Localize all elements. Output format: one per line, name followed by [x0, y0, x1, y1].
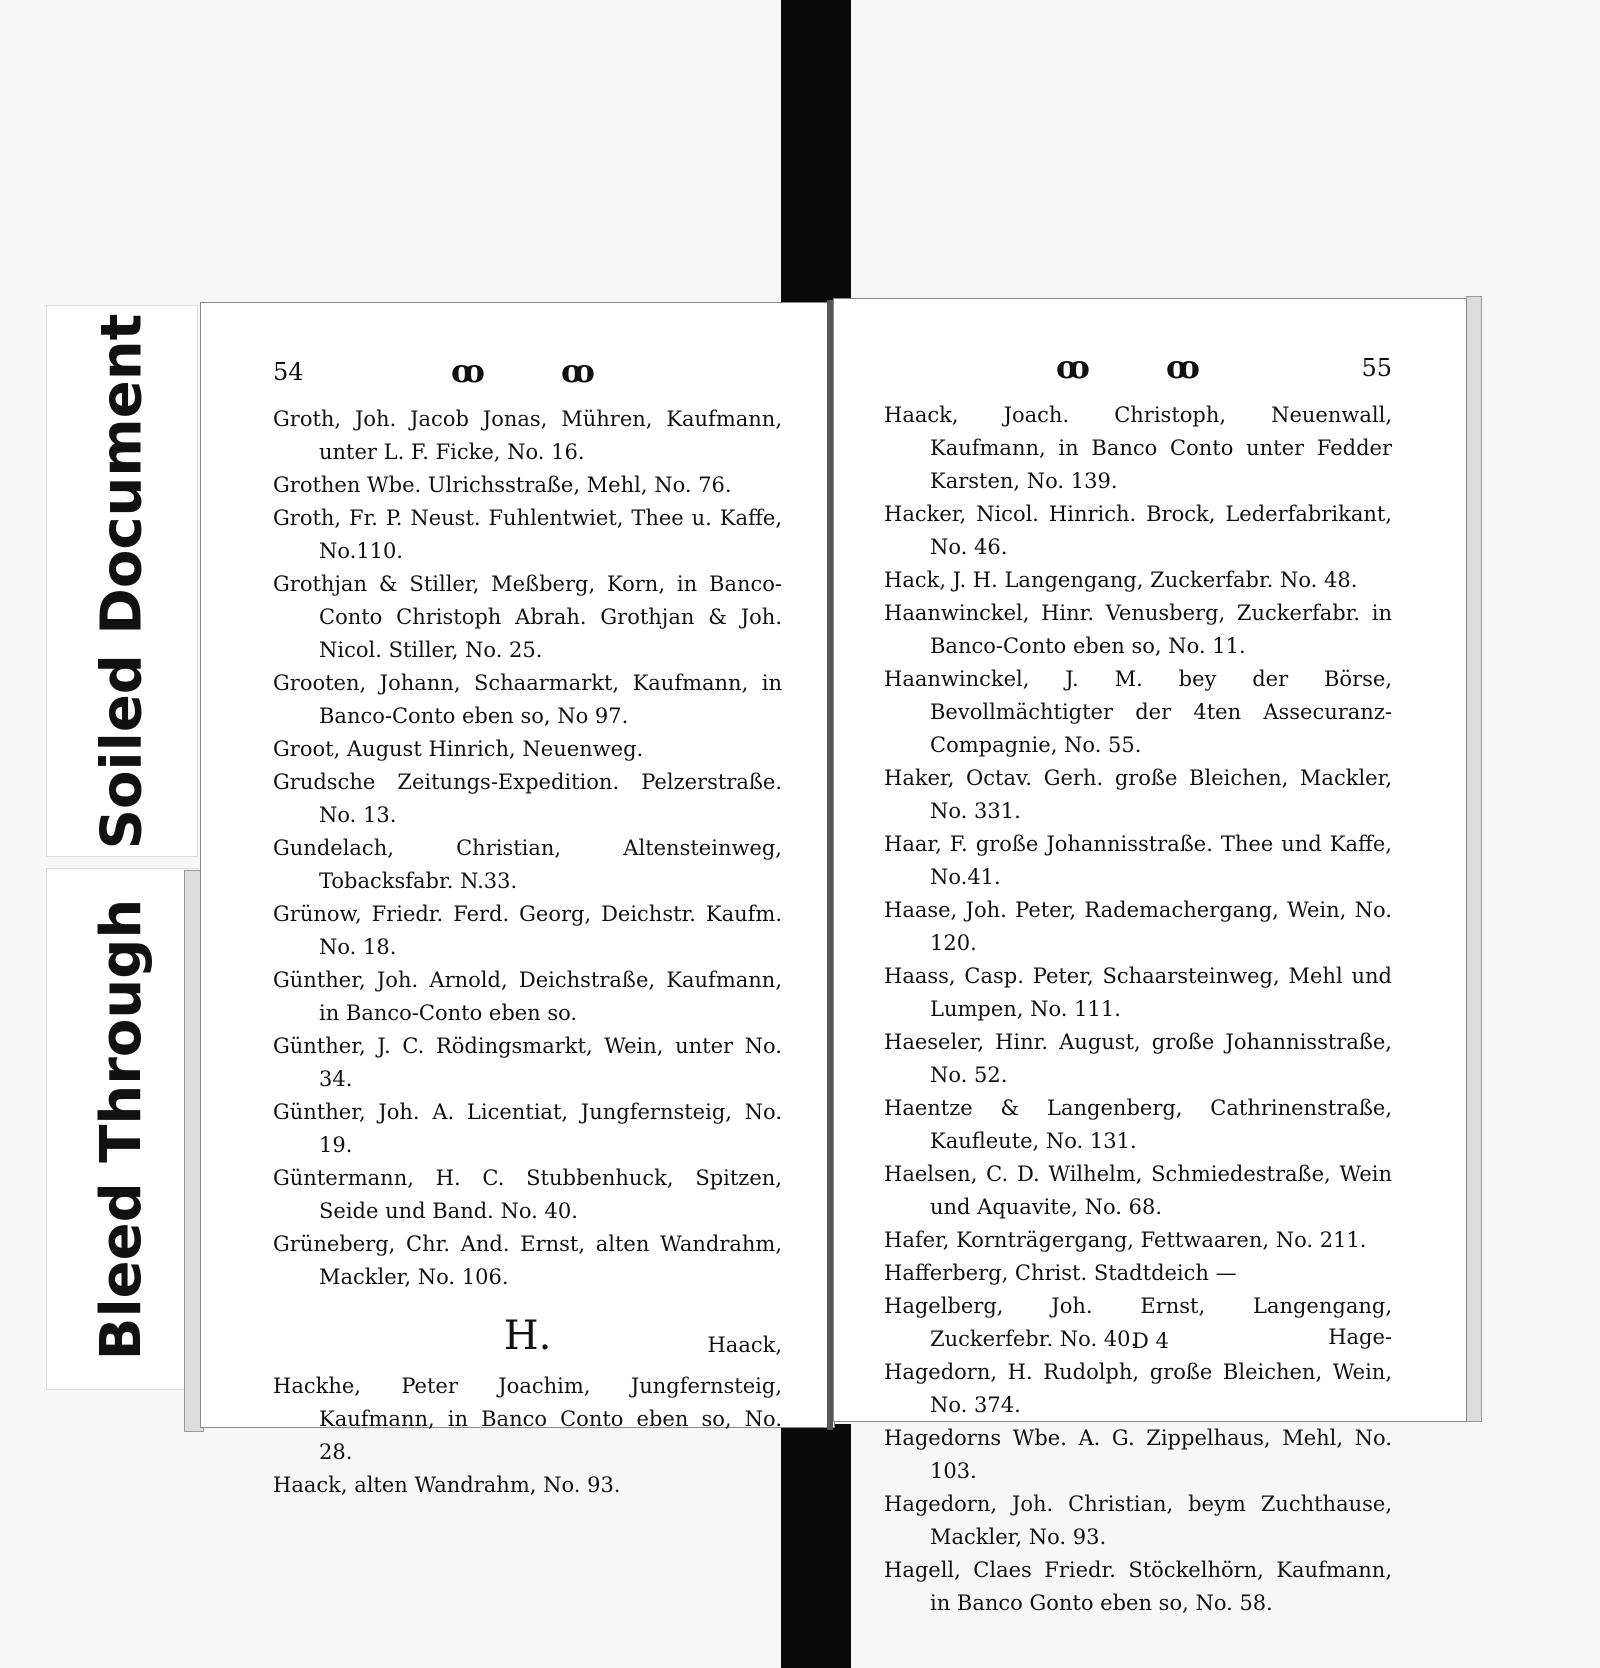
directory-entry: Haanwinckel, J. M. bey der Börse, Bevollmächtigter der 4ten Assecuranz-Compagnie, No. 55.: [884, 667, 1392, 757]
directory-entry: Grothjan & Stiller, Meßberg, Korn, in Banco-Conto Christoph Abrah. Grothjan & Joh. Nicol. Stiller, No. 25.: [273, 572, 782, 662]
ornament-icon: ꝏ: [451, 352, 487, 390]
directory-entry: Haelsen, C. D. Wilhelm, Schmiedestraße, Wein und Aquavite, No. 68.: [884, 1162, 1392, 1219]
directory-entry: Haeseler, Hinr. August, große Johannisstraße, No. 52.: [884, 1030, 1392, 1087]
right-entries-list: [884, 399, 1392, 1620]
directory-entry: Groot, August Hinrich, Neuenweg.: [273, 737, 644, 761]
directory-entry: Groth, Fr. P. Neust. Fuhlentwiet, Thee u. Kaffe, No.110.: [273, 506, 782, 563]
ornament-icon: ꝏ: [1056, 348, 1092, 386]
directory-entry: Hagedorn, H. Rudolph, große Bleichen, Wein, No. 374.: [884, 1360, 1392, 1417]
ornament-icon: ꝏ: [561, 352, 597, 390]
directory-entry: Güntermann, H. C. Stubbenhuck, Spitzen, Seide und Band. No. 40.: [273, 1166, 782, 1223]
directory-entry: Günther, Joh. Arnold, Deichstraße, Kaufmann, in Banco-Conto eben so.: [273, 968, 782, 1025]
directory-entry: Hagedorns Wbe. A. G. Zippelhaus, Mehl, No. 103.: [884, 1426, 1392, 1483]
bleed-through-text: Bleed Through: [89, 898, 155, 1360]
section-heading: H.: [503, 1313, 552, 1359]
bleed-through-label: [46, 868, 198, 1390]
left-page-header: [201, 352, 834, 398]
catchword: Hage-: [1328, 1325, 1392, 1349]
left-entries-list: [273, 403, 782, 1502]
signature-mark: D 4: [1132, 1329, 1169, 1353]
directory-entry: Grünow, Friedr. Ferd. Georg, Deichstr. Kaufm. No. 18.: [273, 902, 782, 959]
directory-entry: Grothen Wbe. Ulrichsstraße, Mehl, No. 76.: [273, 473, 732, 497]
directory-entry: Groth, Joh. Jacob Jonas, Mühren, Kaufmann, unter L. F. Ficke, No. 16.: [273, 407, 782, 464]
directory-entry: Hafer, Kornträgergang, Fettwaaren, No. 211.: [884, 1228, 1367, 1252]
directory-entry: Haker, Octav. Gerh. große Bleichen, Mackler, No. 331.: [884, 766, 1392, 823]
right-page-header: [834, 348, 1466, 394]
directory-entry: Grooten, Johann, Schaarmarkt, Kaufmann, in Banco-Conto eben so, No 97.: [273, 671, 782, 728]
directory-entry: Grüneberg, Chr. And. Ernst, alten Wandrahm, Mackler, No. 106.: [273, 1232, 782, 1289]
binding-clip-bottom: [781, 1424, 851, 1668]
directory-entry: Haack, Joach. Christoph, Neuenwall, Kaufmann, in Banco Conto unter Fedder Karsten, No. 139.: [884, 403, 1392, 493]
directory-entry: Haack, alten Wandrahm, No. 93.: [273, 1473, 621, 1497]
right-page: [833, 298, 1467, 1615]
directory-entry: Grudsche Zeitungs-Expedition. Pelzerstraße. No. 13.: [273, 770, 782, 827]
soiled-document-label: [46, 305, 198, 857]
directory-entry: Haanwinckel, Hinr. Venusberg, Zuckerfabr. in Banco-Conto eben so, No. 11.: [884, 601, 1392, 658]
directory-entry: Haentze & Langenberg, Cathrinenstraße, Kaufleute, No. 131.: [884, 1096, 1392, 1153]
directory-entry: Günther, J. C. Rödingsmarkt, Wein, unter No. 34.: [273, 1034, 782, 1091]
directory-entry: Gundelach, Christian, Altensteinweg, Tobacksfabr. N.33.: [273, 836, 782, 893]
ornament-icon: ꝏ: [1166, 348, 1202, 386]
binding-clip-top: [781, 0, 851, 306]
left-page: [200, 302, 835, 1497]
directory-entry: Hack, J. H. Langengang, Zuckerfabr. No. 48.: [884, 568, 1358, 592]
directory-entry: Hafferberg, Christ. Stadtdeich —: [884, 1261, 1237, 1285]
directory-entry: Hagedorn, Joh. Christian, beym Zuchthause, Mackler, No. 93.: [884, 1492, 1392, 1549]
directory-entry: Günther, Joh. A. Licentiat, Jungfernsteig, No. 19.: [273, 1100, 782, 1157]
directory-entry: Hagelberg, Joh. Ernst, Langengang, Zuckerfebr. No. 40.: [884, 1294, 1392, 1351]
soiled-document-text: Soiled Document: [89, 313, 155, 849]
directory-entry: Haase, Joh. Peter, Rademachergang, Wein, No. 120.: [884, 898, 1392, 955]
catchword: Haack,: [707, 1333, 782, 1357]
page-number: 54: [273, 358, 304, 386]
directory-entry: Hacker, Nicol. Hinrich. Brock, Lederfabrikant, No. 46.: [884, 502, 1392, 559]
directory-entry: Haar, F. große Johannisstraße. Thee und Kaffe, No.41.: [884, 832, 1392, 889]
right-page-edge: [1466, 296, 1482, 1422]
directory-entry: Hackhe, Peter Joachim, Jungfernsteig, Kaufmann, in Banco Conto eben so, No. 28.: [273, 1374, 782, 1464]
directory-entry: Haass, Casp. Peter, Schaarsteinweg, Mehl und Lumpen, No. 111.: [884, 964, 1392, 1021]
page-number: 55: [1361, 354, 1392, 382]
directory-entry: Hagell, Claes Friedr. Stöckelhörn, Kaufmann, in Banco Gonto eben so, No. 58.: [884, 1558, 1392, 1615]
